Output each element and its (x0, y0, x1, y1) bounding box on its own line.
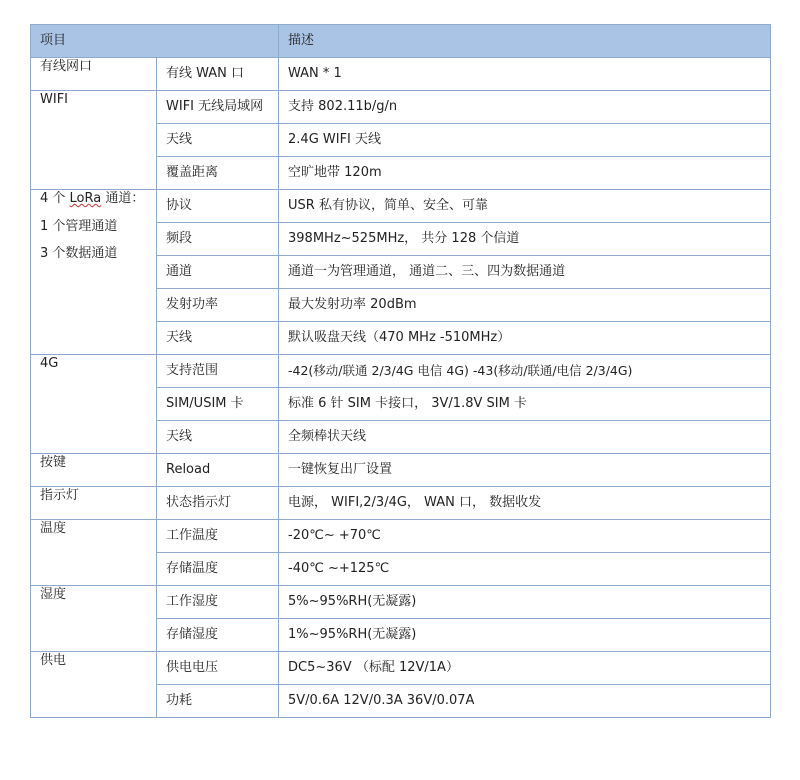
table-row (31, 91, 771, 124)
sub-item-cell: 天线 (157, 421, 279, 454)
value-cell: 空旷地带 120m (279, 157, 771, 190)
sub-item-cell: 存储湿度 (157, 619, 279, 652)
table-row (31, 586, 771, 619)
sub-item-cell: WIFI 无线局域网 (157, 91, 279, 124)
value-cell: WAN * 1 (279, 58, 771, 91)
value-cell: DC5~36V （标配 12V/1A） (279, 652, 771, 685)
header-desc: 描述 (279, 25, 771, 58)
sub-item-cell: 状态指示灯 (157, 487, 279, 520)
lora-cat-part: 4 个 (40, 191, 70, 206)
sub-item-cell: 发射功率 (157, 289, 279, 322)
value-cell: 5%~95%RH(无凝露) (279, 586, 771, 619)
sub-item-cell: 协议 (157, 190, 279, 223)
value-cell: -40℃ ~+125℃ (279, 553, 771, 586)
table-row (31, 520, 771, 553)
value-cell: 5V/0.6A 12V/0.3A 36V/0.07A (279, 685, 771, 718)
category-cell: 温度 (31, 520, 157, 586)
header-item: 项目 (31, 25, 279, 58)
sub-item-cell: Reload (157, 454, 279, 487)
lora-cat-line-3: 3 个数据通道 (40, 246, 118, 261)
sub-item-cell: 通道 (157, 256, 279, 289)
sub-item-cell: 存储温度 (157, 553, 279, 586)
table-row (31, 454, 771, 487)
sub-item-cell: 工作温度 (157, 520, 279, 553)
value-cell: 398MHz~525MHz， 共分 128 个信道 (279, 223, 771, 256)
sub-item-cell: 天线 (157, 124, 279, 157)
table-row (31, 190, 771, 223)
category-cell: 指示灯 (31, 487, 157, 520)
table-row (31, 487, 771, 520)
value-cell: 2.4G WIFI 天线 (279, 124, 771, 157)
category-cell: 供电 (31, 652, 157, 718)
value-cell: 最大发射功率 20dBm (279, 289, 771, 322)
header-row (31, 25, 771, 58)
table-row (31, 58, 771, 91)
category-cell (31, 190, 157, 355)
sub-item-cell: 覆盖距离 (157, 157, 279, 190)
table-row (31, 355, 771, 388)
category-cell: 按键 (31, 454, 157, 487)
category-cell: 湿度 (31, 586, 157, 652)
value-cell: 通道一为管理通道， 通道二、三、四为数据通道 (279, 256, 771, 289)
value-cell: USR 私有协议，简单、安全、可靠 (279, 190, 771, 223)
value-cell: 全频棒状天线 (279, 421, 771, 454)
spec-table (30, 24, 771, 718)
category-cell: 有线网口 (31, 58, 157, 91)
lora-cat-line-2: 1 个管理通道 (40, 219, 118, 234)
sub-item-cell: 供电电压 (157, 652, 279, 685)
sub-item-cell: 有线 WAN 口 (157, 58, 279, 91)
value-cell: 1%~95%RH(无凝露) (279, 619, 771, 652)
value-cell: 标准 6 针 SIM 卡接口， 3V/1.8V SIM 卡 (279, 388, 771, 421)
lora-cat-part: 通道： (101, 191, 145, 206)
table-row (31, 652, 771, 685)
category-cell: WIFI (31, 91, 157, 190)
category-cell: 4G (31, 355, 157, 454)
value-cell: 一键恢复出厂设置 (279, 454, 771, 487)
sub-item-cell: 支持范围 (157, 355, 279, 388)
lora-cat-line-1 (40, 190, 147, 208)
sub-item-cell: 天线 (157, 322, 279, 355)
sub-item-cell: 频段 (157, 223, 279, 256)
sub-item-cell: SIM/USIM 卡 (157, 388, 279, 421)
sub-item-cell: 工作湿度 (157, 586, 279, 619)
value-cell: 默认吸盘天线（470 MHz -510MHz） (279, 322, 771, 355)
value-cell: 电源， WIFI,2/3/4G， WAN 口， 数据收发 (279, 487, 771, 520)
value-cell: -42(移动/联通 2/3/4G 电信 4G) -43(移动/联通/电信 2/3/4G) (279, 355, 771, 388)
value-cell: -20℃~ +70℃ (279, 520, 771, 553)
sub-item-cell: 功耗 (157, 685, 279, 718)
lora-cat-part: LoRa (69, 191, 102, 206)
value-cell: 支持 802.11b/g/n (279, 91, 771, 124)
